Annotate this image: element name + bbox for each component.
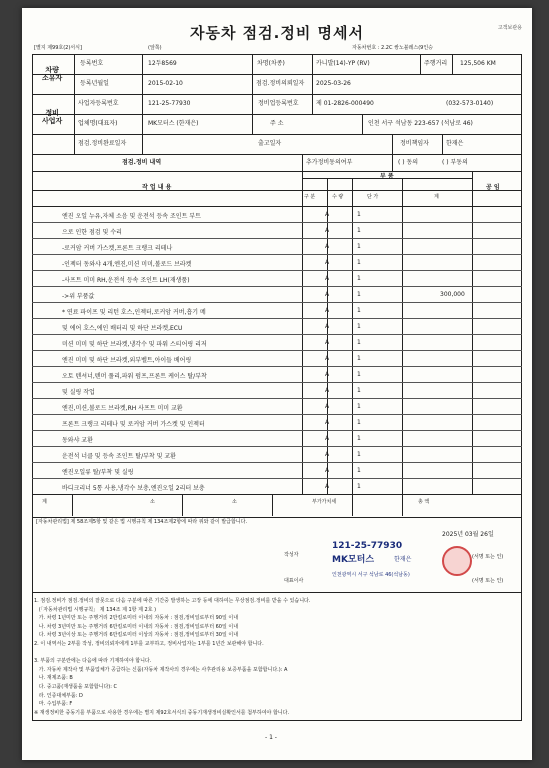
part-qty: 1 [357, 339, 361, 346]
model-label: 차명(차종) [257, 60, 285, 67]
part-kind: A [325, 227, 330, 234]
part-kind: A [325, 355, 330, 362]
stamp-rep-name: 한재은 [394, 556, 412, 563]
work-item-text: * 연료 파이프 및 리턴 호스,인젝터,로커암 커버,흡기 메 [62, 309, 206, 316]
shop-name-label: 업체명(대표자) [78, 120, 118, 127]
part-qty: 1 [357, 467, 361, 474]
vat-label: 부가가치세 [312, 499, 337, 505]
note-line: 다. 차령 3년이상 또는 주행거리 6만킬로미터 이상의 자동차 : 점검,정비일로부터 30일 이내 [34, 632, 239, 639]
rep-label: 대표이사 [284, 578, 304, 584]
part-qty: 1 [357, 435, 361, 442]
vehicle-number-note: 자동차번호 : 2.2C 쌍노블레스(9인승 [352, 45, 433, 51]
row-divider [32, 366, 522, 367]
row-divider [32, 254, 522, 255]
document-title: 자동차 점검.정비 명세서 [189, 24, 365, 42]
row-divider [32, 302, 522, 303]
row-divider [32, 430, 522, 431]
note-line: 2. 이 내역서는 2부를 작성, 정비의뢰자에게 1부를 교부하고, 정비사업자는 1부를 1년간 보관해야 합니다. [34, 641, 264, 647]
part-qty: 1 [357, 451, 361, 458]
work-item-text: ->위 부품값 [62, 293, 95, 300]
biz-no-label: 사업자등록번호 [78, 100, 119, 107]
part-qty: 1 [357, 355, 361, 362]
work-item-text: 엔진 미미 및 하단 브라켓,외부벨트,아이들 베어링 [62, 357, 192, 364]
row-divider [32, 334, 522, 335]
mileage-label: 주행거리 [424, 60, 448, 67]
part-kind: A [325, 307, 330, 314]
note-line: 나. 차령 3년미만 또는 주행거리 6만킬로미터 이내의 자동차 : 점검,정비일로부터 60일 이내 [34, 623, 239, 630]
row-divider [32, 270, 522, 271]
note-line: 마. 수입부품: F [34, 701, 73, 708]
model-value: 카니발(14)-YP (RV) [316, 60, 370, 67]
inspect-date-label: 점검.정비의뢰일자 [256, 80, 305, 87]
note-line: 가. 차령 1년미만 또는 주행거리 2만킬로미터 이내의 자동차 : 점검,정비일로부터 90일 이내 [34, 615, 239, 622]
reg-no-value: 12두8569 [148, 60, 177, 67]
work-item-text: 동와샤 교환 [62, 437, 93, 444]
sign-hint-2: (서명 또는 인) [472, 578, 504, 584]
issue-date: 2025년 03월 26일 [442, 531, 494, 538]
reg-date-value: 2015-02-10 [148, 80, 183, 87]
work-detail-label: 점검.정비 내역 [122, 159, 162, 166]
owner-section-label: 차량 소유자 [42, 66, 63, 83]
shop-phone: (032-573-0140) [446, 100, 494, 107]
row-divider [32, 286, 522, 287]
manager-value: 한재은 [446, 140, 464, 147]
part-qty: 1 [357, 275, 361, 282]
release-date-label: 출고일자 [258, 140, 282, 147]
work-item-text: 엔진 오일 누유,자체 소음 및 운전석 등속 조인트 부트 [62, 213, 201, 220]
note-line: 나. 재제조품: B [34, 675, 73, 682]
work-item-text: 바디크리너 5통 사용,냉각수 보충,엔진오일 2리터 보충 [62, 485, 205, 492]
part-kind: A [325, 451, 330, 458]
shop-reg-label: 정비업등록번호 [258, 100, 299, 107]
stamp-biz-no: 121-25-77930 [332, 541, 403, 551]
work-item-text: 및 에어 호스,에인 배터리 및 하단 브라켓,ECU [62, 325, 183, 332]
part-kind: A [325, 211, 330, 218]
part-qty: 1 [357, 259, 361, 266]
part-kind: A [325, 323, 330, 330]
wage-header: 공 임 [486, 184, 500, 191]
part-qty: 1 [357, 419, 361, 426]
note-line: 라. 인증대체부품: D [34, 692, 83, 699]
col-sum-header: 계 [434, 194, 439, 200]
copy-tag: 고객보관용 [497, 25, 522, 31]
part-qty: 1 [357, 371, 361, 378]
reg-date-label: 등록년월일 [80, 80, 109, 87]
sum-label: 계 [42, 499, 47, 505]
part-kind: A [325, 403, 330, 410]
form-number: [별지 제99호(2)서식] [34, 45, 82, 51]
work-items-header: 작 업 내 용 [142, 184, 172, 191]
work-item-text: 미션 미미 및 하단 브라켓,냉각수 및 파워 스티어링 리저 [62, 341, 207, 348]
part-kind: A [325, 291, 330, 298]
manager-label: 정비책임자 [400, 140, 429, 147]
note-line: 다. 중고품(재생품을 포함합니다): C [34, 684, 117, 690]
work-item-text: -로커암 커버 가스켓,프론트 크랭크 리테나 [62, 245, 173, 252]
disagree-option: ( ) 부동의 [442, 159, 468, 166]
note-line: ※ 재생정비한 중동기를 부품으로 사용한 경우에는 별지 제92호서식의 중동기재생정비실확인서를 첨부하여야 합니다. [34, 709, 290, 716]
stamp-address: 인천광역시 서구 석남로 46(석남동) [332, 572, 410, 578]
col-price-header: 단 가 [367, 194, 379, 200]
done-date-label: 점검.정비완료일자 [78, 140, 127, 147]
biz-no-value: 121-25-77930 [148, 100, 191, 107]
subtotal-label: 소 [150, 499, 155, 505]
sign-hint-1: (서명 또는 인) [472, 554, 504, 560]
work-item-text: 으로 인한 점검 및 수리 [62, 229, 122, 236]
work-item-text: 프론트 크랭크 리테나 및 로커암 커버 가스켓 및 인젝터 [62, 421, 205, 428]
shop-reg-value: 제 01-2826-000490 [316, 100, 374, 107]
legal-statement: [자동차관리법] 제 58조제5항 및 같은 법 시행규칙 제 134조제2항에 따라 위와 같이 발급합니다. [36, 519, 248, 525]
form-side: (앞쪽) [148, 45, 162, 51]
stamp-shop-name: MK모터스 [332, 555, 375, 565]
row-divider [32, 462, 522, 463]
part-kind: A [325, 483, 330, 490]
col-qty-header: 수 량 [332, 194, 344, 200]
row-divider [32, 382, 522, 383]
work-item-text: -사프트 미미 RH,운전석 등속 조인트 LH(재생품) [62, 277, 190, 284]
part-qty: 1 [357, 323, 361, 330]
subtotal-label-2: 소 [232, 499, 237, 505]
issuer-label: 작성자 [284, 552, 299, 558]
part-qty: 1 [357, 211, 361, 218]
extra-work-label: 추가정비동의여부 [306, 159, 353, 166]
work-item-text: 오토 텐셔너,텐머 풀리,파워 펌프,프론트 케이스 탈/부착 [62, 373, 207, 380]
work-item-text: -인젝터 동와샤 4개,엔진,미션 미미,볼로드 브라켓 [62, 261, 192, 268]
part-qty: 1 [357, 243, 361, 250]
agree-option: ( ) 동의 [398, 159, 419, 166]
parts-header: 부 품 [380, 173, 394, 180]
shop-name-value: MK모터스 (한재은) [148, 120, 199, 127]
part-qty: 1 [357, 291, 361, 298]
row-divider [32, 238, 522, 239]
row-divider [32, 222, 522, 223]
row-divider [32, 350, 522, 351]
part-qty: 1 [357, 307, 361, 314]
reg-no-label: 등록번호 [80, 60, 104, 67]
row-divider [32, 446, 522, 447]
note-line: 가. 자동차 제작사 및 부품업체가 공급하는 신품(자동차 제작사의 경우에는 사후관리용 보증부품을 포함합니다.): A [34, 666, 288, 673]
mileage-value: 125,506 KM [460, 60, 496, 67]
work-item-text: 엔진,미션,볼로드 브라켓,RH 사프트 미미 교환 [62, 405, 183, 412]
note-line: (「자동차관리법 시행규칙」 제 134조 제 1항 제 2호 ) [34, 606, 157, 613]
company-seal-stamp [442, 546, 472, 576]
inspect-date-value: 2025-03-26 [316, 80, 351, 87]
row-divider [32, 398, 522, 399]
part-kind: A [325, 243, 330, 250]
part-kind: A [325, 371, 330, 378]
address-label: 주 소 [270, 120, 284, 127]
part-amount: 300,000 [440, 291, 465, 298]
part-kind: A [325, 259, 330, 266]
work-item-text: 및 실링 작업 [62, 389, 95, 396]
part-kind: A [325, 339, 330, 346]
row-divider [32, 478, 522, 479]
col-kind-header: 구 분 [304, 194, 316, 200]
row-divider [32, 318, 522, 319]
part-qty: 1 [357, 387, 361, 394]
part-kind: A [325, 467, 330, 474]
part-kind: A [325, 275, 330, 282]
note-line: 1. 점검.정비가 점검.정비의 잘못으로 다음 구분에 따른 기간중 발생하는 고장 등에 대하여는 무상점검.정비를 받을 수 있습니다. [34, 598, 311, 604]
part-qty: 1 [357, 403, 361, 410]
part-qty: 1 [357, 227, 361, 234]
document-page [22, 8, 532, 760]
row-divider [32, 414, 522, 415]
part-qty: 1 [357, 483, 361, 490]
total-label: 총 액 [418, 499, 430, 505]
part-kind: A [325, 419, 330, 426]
part-kind: A [325, 387, 330, 394]
page-number: - 1 - [265, 734, 277, 741]
part-kind: A [325, 435, 330, 442]
work-item-text: 엔진오일류 탈/부착 및 실링 [62, 469, 134, 476]
work-item-text: 운전석 너클 및 등속 조인트 탈/부착 및 교환 [62, 453, 176, 460]
shop-section-label: 정비 사업자 [42, 109, 63, 126]
address-value: 인천 서구 석남동 223-657 (석남로 46) [368, 120, 473, 127]
note-line: 3. 부품의 구분란에는 다음에 따라 기재하여야 합니다. [34, 658, 152, 665]
